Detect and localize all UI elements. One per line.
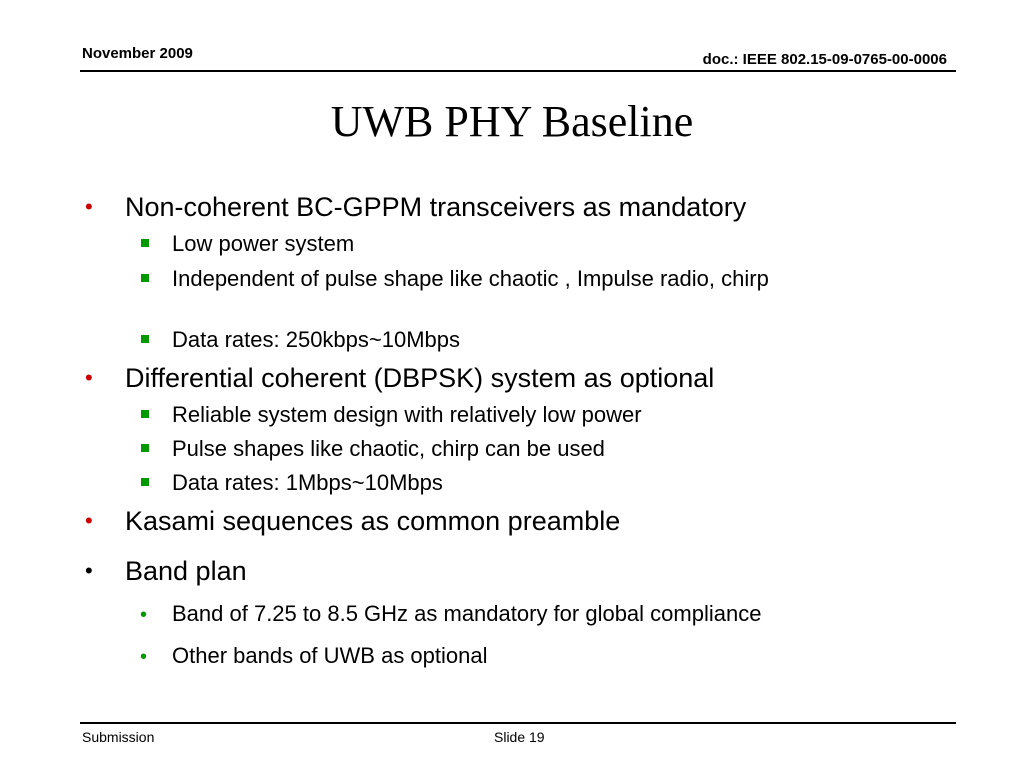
sub-bullet-text: Data rates: 250kbps~10Mbps xyxy=(172,327,461,352)
square-bullet-icon xyxy=(141,335,149,343)
sub-bullet-1-3 xyxy=(172,327,912,353)
bullet-1-text: Non-coherent BC-GPPM transceivers as mandatory xyxy=(125,192,747,222)
sub-bullet-text: Reliable system design with relatively low power xyxy=(172,402,642,427)
header-date: November 2009 xyxy=(82,45,193,62)
header-divider xyxy=(80,70,956,72)
sub-bullet-text: Other bands of UWB as optional xyxy=(172,643,488,668)
square-bullet-icon xyxy=(141,274,149,282)
square-bullet-icon xyxy=(141,444,149,452)
bullet-marker: • xyxy=(85,365,93,390)
bullet-3 xyxy=(85,506,621,536)
bullet-marker: • xyxy=(85,194,93,219)
bullet-4-text: Band plan xyxy=(125,556,247,586)
sub-bullet-4-1 xyxy=(140,601,912,627)
sub-bullet-text: Independent of pulse shape like chaotic , Impulse radio, chirp xyxy=(172,266,769,291)
sub-bullet-text: Data rates: 1Mbps~10Mbps xyxy=(172,470,443,495)
sub-bullet-2-3 xyxy=(172,470,912,496)
square-bullet-icon xyxy=(141,478,149,486)
bullet-4 xyxy=(85,556,247,586)
slide-title: UWB PHY Baseline xyxy=(330,97,694,146)
sub-bullet-1-1 xyxy=(172,231,912,257)
square-bullet-icon xyxy=(141,239,149,247)
sub-bullet-text: Pulse shapes like chaotic, chirp can be used xyxy=(172,436,605,461)
sub-bullet-2-2 xyxy=(172,436,912,462)
sub-bullet-4-2 xyxy=(140,643,912,669)
footer-slide-number: Slide 19 xyxy=(494,729,545,745)
footer-submission: Submission xyxy=(82,729,155,745)
bullet-3-text: Kasami sequences as common preamble xyxy=(125,506,621,536)
square-bullet-icon xyxy=(141,410,149,418)
bullet-2 xyxy=(85,363,715,393)
round-bullet-icon: • xyxy=(140,646,148,668)
bullet-1 xyxy=(85,192,747,222)
footer-divider xyxy=(80,722,956,724)
round-bullet-icon: • xyxy=(140,604,148,626)
bullet-marker: • xyxy=(85,508,93,533)
sub-bullet-2-1 xyxy=(172,402,912,428)
sub-bullet-text: Low power system xyxy=(172,231,355,256)
sub-bullet-text: Band of 7.25 to 8.5 GHz as mandatory for global compliance xyxy=(172,601,762,626)
sub-bullet-1-2 xyxy=(172,266,912,292)
header-doc-id: doc.: IEEE 802.15-09-0765-00-0006 xyxy=(702,51,947,68)
bullet-2-text: Differential coherent (DBPSK) system as optional xyxy=(125,363,715,393)
bullet-marker: • xyxy=(85,558,93,583)
